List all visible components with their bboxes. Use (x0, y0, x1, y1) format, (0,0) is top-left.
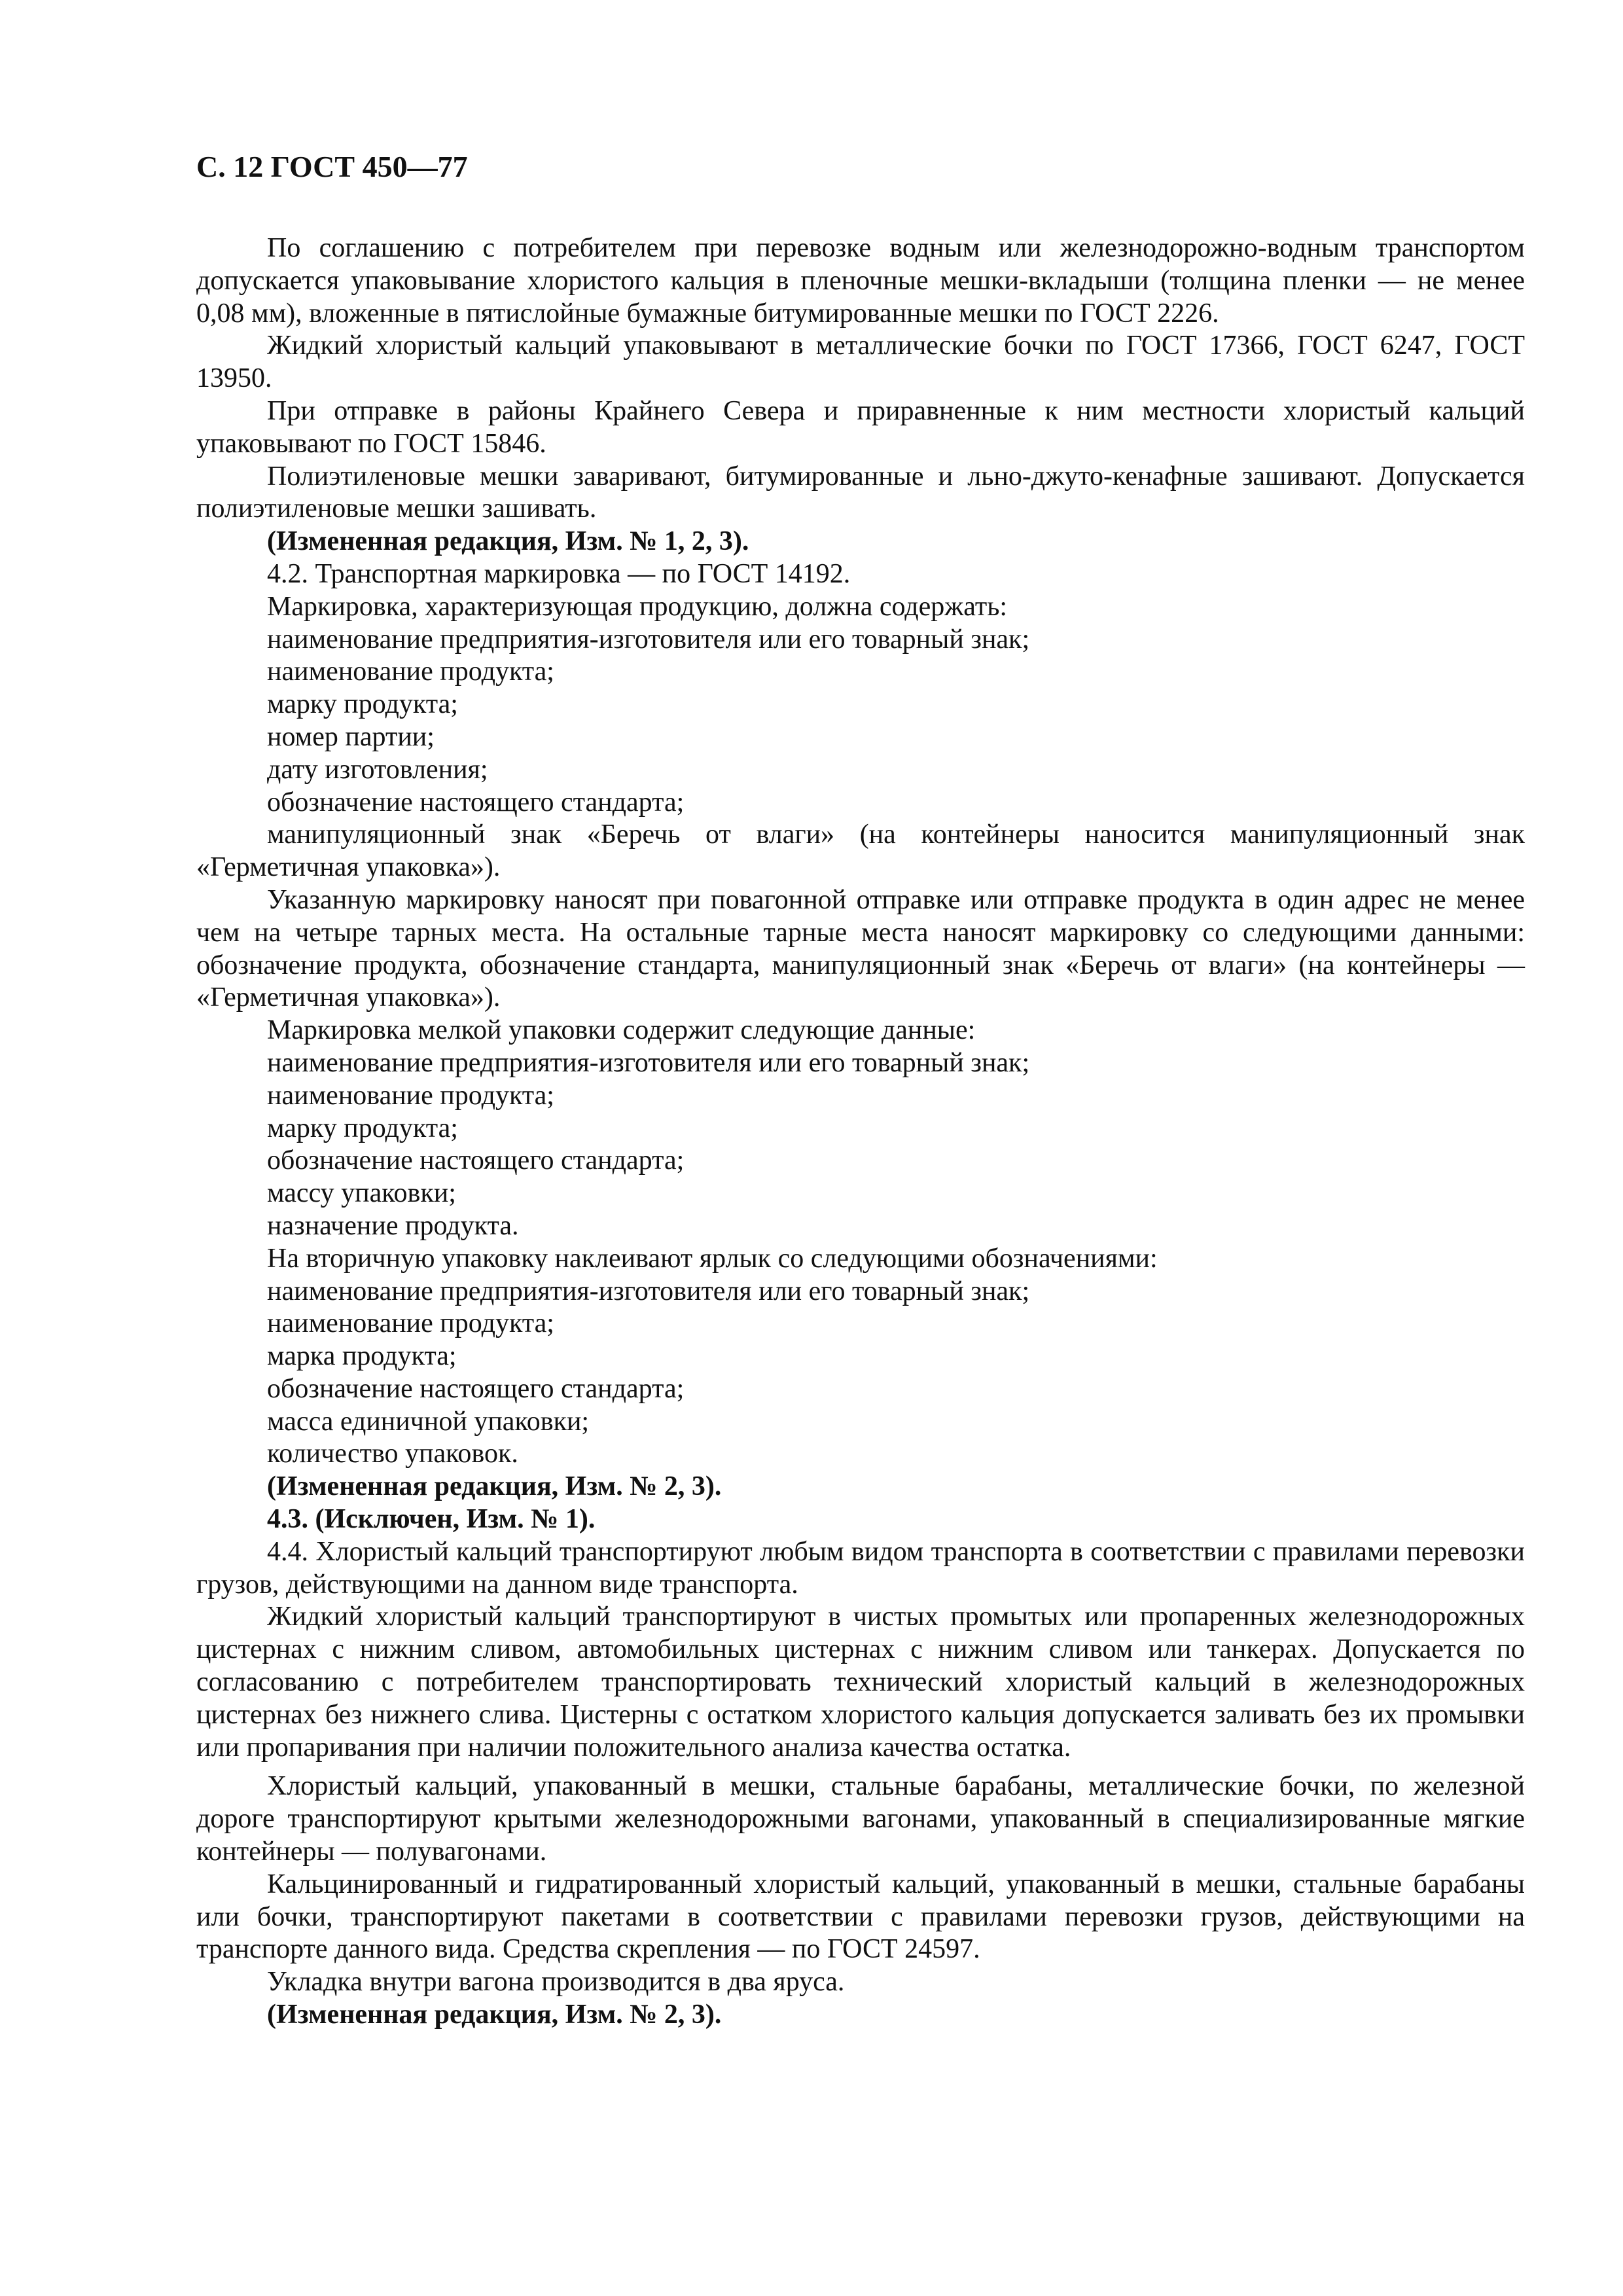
paragraph: манипуляционный знак «Беречь от влаги» (на контейнеры наносится манипуляционный знак «Герметичная упаковка»). (196, 819, 1525, 883)
paragraph: При отправке в районы Крайнего Севера и приравненные к ним местности хлористый кальций упаковывают по ГОСТ 15846. (196, 395, 1525, 459)
paragraph: Маркировка, характеризующая продукцию, должна содержать: (267, 591, 1008, 622)
paragraph: Хлористый кальций, упакованный в мешки, стальные барабаны, металлические бочки, по железной дороге транспортируют крытыми железнодорожными вагонами, упакованный в специализированные мягкие контейнеры — полувагонами. (196, 1771, 1525, 1867)
amendment-note: (Измененная редакция, Изм. № 2, 3). (267, 2000, 722, 2030)
amendment-note: (Измененная редакция, Изм. № 2, 3). (267, 1471, 722, 1502)
list-item: обозначение настоящего стандарта; (267, 1145, 685, 1176)
list-item: марку продукта; (267, 1113, 458, 1143)
list-item: масса единичной упаковки; (267, 1406, 590, 1437)
list-item: марка продукта; (267, 1341, 457, 1372)
list-item: наименование продукта; (267, 1080, 554, 1111)
section-heading-4-4: 4.4. Хлористый кальций транспортируют любым видом транспорта в соответствии с правилами перевозки грузов, действующими на данном виде транспорта. (196, 1536, 1525, 1600)
paragraph: Укладка внутри вагона производится в два яруса. (267, 1967, 845, 1998)
paragraph: Маркировка мелкой упаковки содержит следующие данные: (267, 1015, 976, 1046)
section-heading-4-3: 4.3. (Исключен, Изм. № 1). (267, 1504, 596, 1535)
list-item: назначение продукта. (267, 1210, 519, 1241)
list-item: количество упаковок. (267, 1439, 518, 1469)
list-item: дату изготовления; (267, 754, 488, 785)
list-item: наименование предприятия-изготовителя или его товарный знак; (267, 1276, 1030, 1306)
list-item: обозначение настоящего стандарта; (267, 787, 685, 817)
list-item: наименование предприятия-изготовителя или его товарный знак; (267, 1047, 1030, 1078)
document-page (196, 147, 1525, 2032)
amendment-note: (Измененная редакция, Изм. № 1, 2, 3). (267, 526, 749, 557)
section-heading-4-2: 4.2. Транспортная маркировка — по ГОСТ 14192. (267, 558, 851, 589)
list-item: наименование продукта; (267, 1308, 554, 1339)
list-item: наименование предприятия-изготовителя или его товарный знак; (267, 624, 1030, 655)
paragraph-gap (196, 1764, 1525, 1770)
list-item: номер партии; (267, 721, 435, 752)
paragraph: Полиэтиленовые мешки заваривают, битумированные и льно-джуто-кенафные зашивают. Допускается полиэтиленовые мешки зашивать. (196, 461, 1525, 524)
paragraph: По соглашению с потребителем при перевозке водным или железнодорожно-водным транспортом допускается упаковывание хлористого кальция в пленочные мешки-вкладыши (толщина пленки — не менее 0,08 мм), вложенные в пятислойные бумажные битумированные мешки по ГОСТ 2226. (196, 233, 1525, 329)
list-item: обозначение настоящего стандарта; (267, 1373, 685, 1404)
paragraph: Указанную маркировку наносят при повагонной отправке или отправке продукта в один адрес не менее чем на четыре тарных места. На остальные тарные места наносят маркировку со следующими данными: обозначение продукта, обозначение стандарта, манипуляционный знак «Беречь от влаги» (на контейнеры — «Герметичная упаковка»). (196, 884, 1525, 1013)
paragraph: Жидкий хлористый кальций транспортируют в чистых промытых или пропаренных железнодорожных цистернах с нижним сливом, автомобильных цистернах с нижним сливом или танкерах. Допускается по согласованию с потребителем транспортировать технический хлористый кальций в железнодорожных цистернах без нижнего слива. Цистерны с остатком хлористого кальция допускается заливать без их промывки или пропаривания при наличии положительного анализа качества остатка. (196, 1602, 1525, 1763)
paragraph: Кальцинированный и гидратированный хлористый кальций, упакованный в мешки, стальные барабаны или бочки, транспортируют пакетами в соответствии с правилами перевозки грузов, действующими на транспорте данного вида. Средства скрепления — по ГОСТ 24597. (196, 1869, 1525, 1965)
page-header: С. 12 ГОСТ 450—77 (196, 150, 468, 183)
paragraph: На вторичную упаковку наклеивают ярлык со следующими обозначениями: (267, 1243, 1158, 1274)
list-item: массу упаковки; (267, 1178, 456, 1209)
list-item: марку продукта; (267, 689, 458, 720)
document-body (196, 232, 1525, 2032)
paragraph: Жидкий хлористый кальций упаковывают в металлические бочки по ГОСТ 17366, ГОСТ 6247, ГОСТ 13950. (196, 331, 1525, 394)
list-item: наименование продукта; (267, 656, 554, 687)
